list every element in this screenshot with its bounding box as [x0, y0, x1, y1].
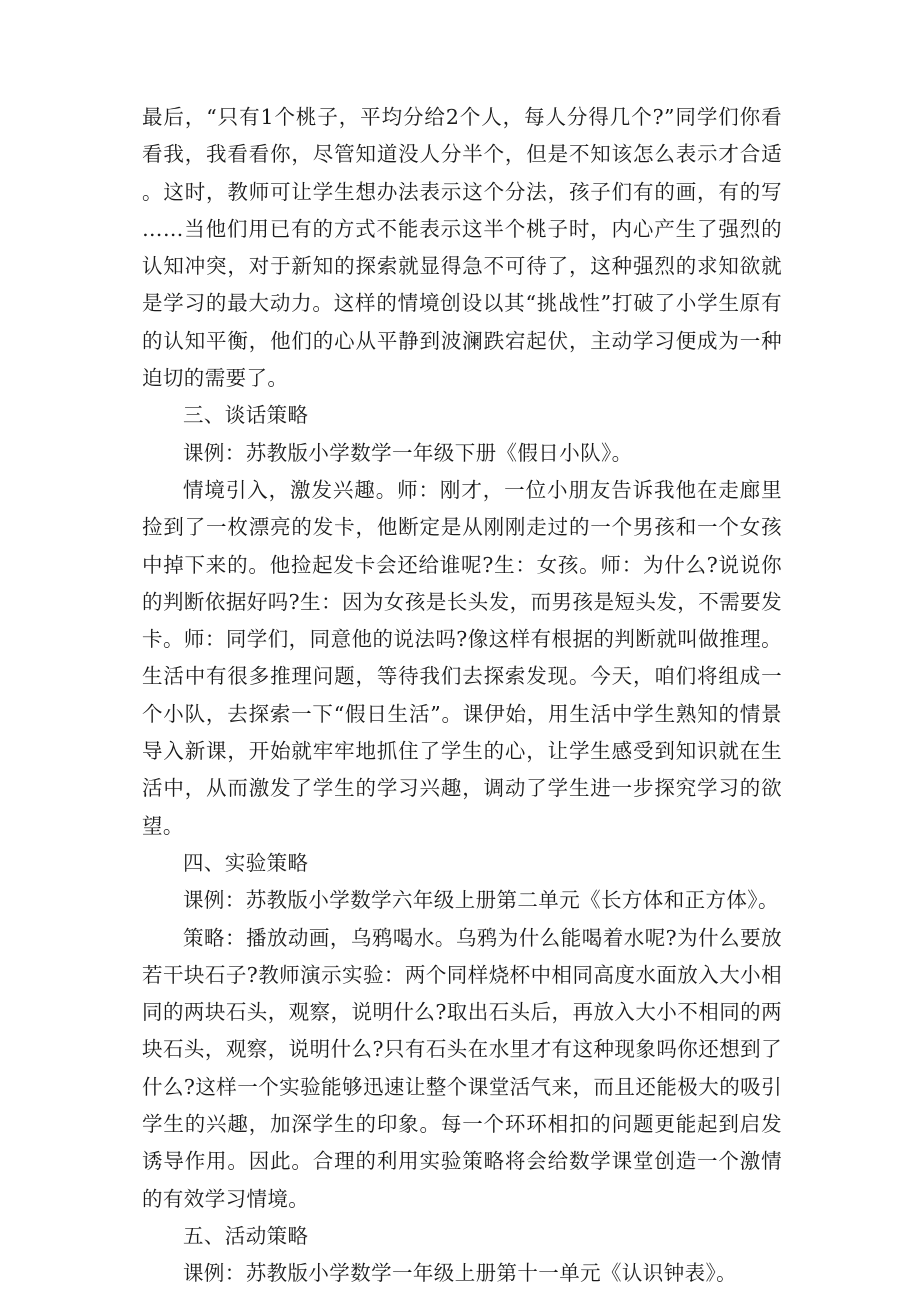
- section-heading-talk-strategy: 三、谈话策略: [183, 403, 309, 428]
- lesson-example-cuboid-cube: 课例：苏教版小学数学六年级上册第二单元《长方体和正方体》。: [183, 888, 779, 913]
- lesson-example-holiday-team: 课例：苏教版小学数学一年级下册《假日小队》。: [183, 440, 633, 465]
- paragraph-hairpin-story: 情境引入，激发兴趣。师：刚才，一位小朋友告诉我他在走廊里捡到了一枚漂亮的发卡，他断定是从刚刚走过的一个男孩和一个女孩中掉下来的。他捡起发卡会还给谁呢?生：女孩。师：为什么?说说你的判断依据好吗?生：因为女孩是长头发，而男孩是短头发，不需要发卡。师：同学们，同意他的说法吗?像这样有根据的判断就叫做推理。生活中有很多推理问题，等待我们去探索发现。今天，咱们将组成一个小队，去探索一下“假日生活”。课伊始，用生活中学生熟知的情景导入新课，开始就牢牢地抓住了学生的心，让学生感受到知识就在生活中，从而激发了学生的学习兴趣，调动了学生进一步探究学习的欲望。: [142, 477, 782, 838]
- section-heading-activity-strategy: 五、活动策略: [183, 1223, 309, 1248]
- paragraph-peach-story: 最后，“只有1个桃子，平均分给2个人，每人分得几个?”同学们你看看我，我看看你，尽管知道没人分半个，但是不知该怎么表示才合适。这时，教师可让学生想办法表示这个分法，孩子们有的画，有的写……当他们用已有的方式不能表示这半个桃子时，内心产生了强烈的认知冲突，对于新知的探索就显得急不可待了，这种强烈的求知欲就是学习的最大动力。这样的情境创设以其“挑战性”打破了小学生原有的认知平衡，他们的心从平静到波澜跌宕起伏，主动学习便成为一种迫切的需要了。: [142, 105, 782, 391]
- paragraph-crow-experiment: 策略：播放动画，乌鸦喝水。乌鸦为什么能喝着水呢?为什么要放若干块石子?教师演示实验：两个同样烧杯中相同高度水面放入大小相同的两块石头，观察，说明什么?取出石头后，再放入大小不相同的两块石头，观察，说明什么?只有石头在水里才有这种现象吗你还想到了什么?这样一个实验能够迅速让整个课堂活气来，而且还能极大的吸引学生的兴趣，加深学生的印象。每一个环环相扣的问题更能起到启发诱导作用。因此。合理的利用实验策略将会给数学课堂创造一个激情的有效学习情境。: [142, 925, 782, 1211]
- document-body: [142, 99, 782, 1293]
- section-heading-experiment-strategy: 四、实验策略: [183, 850, 309, 875]
- lesson-example-clock: 课例：苏教版小学数学一年级上册第十一单元《认识钟表》。: [183, 1261, 738, 1286]
